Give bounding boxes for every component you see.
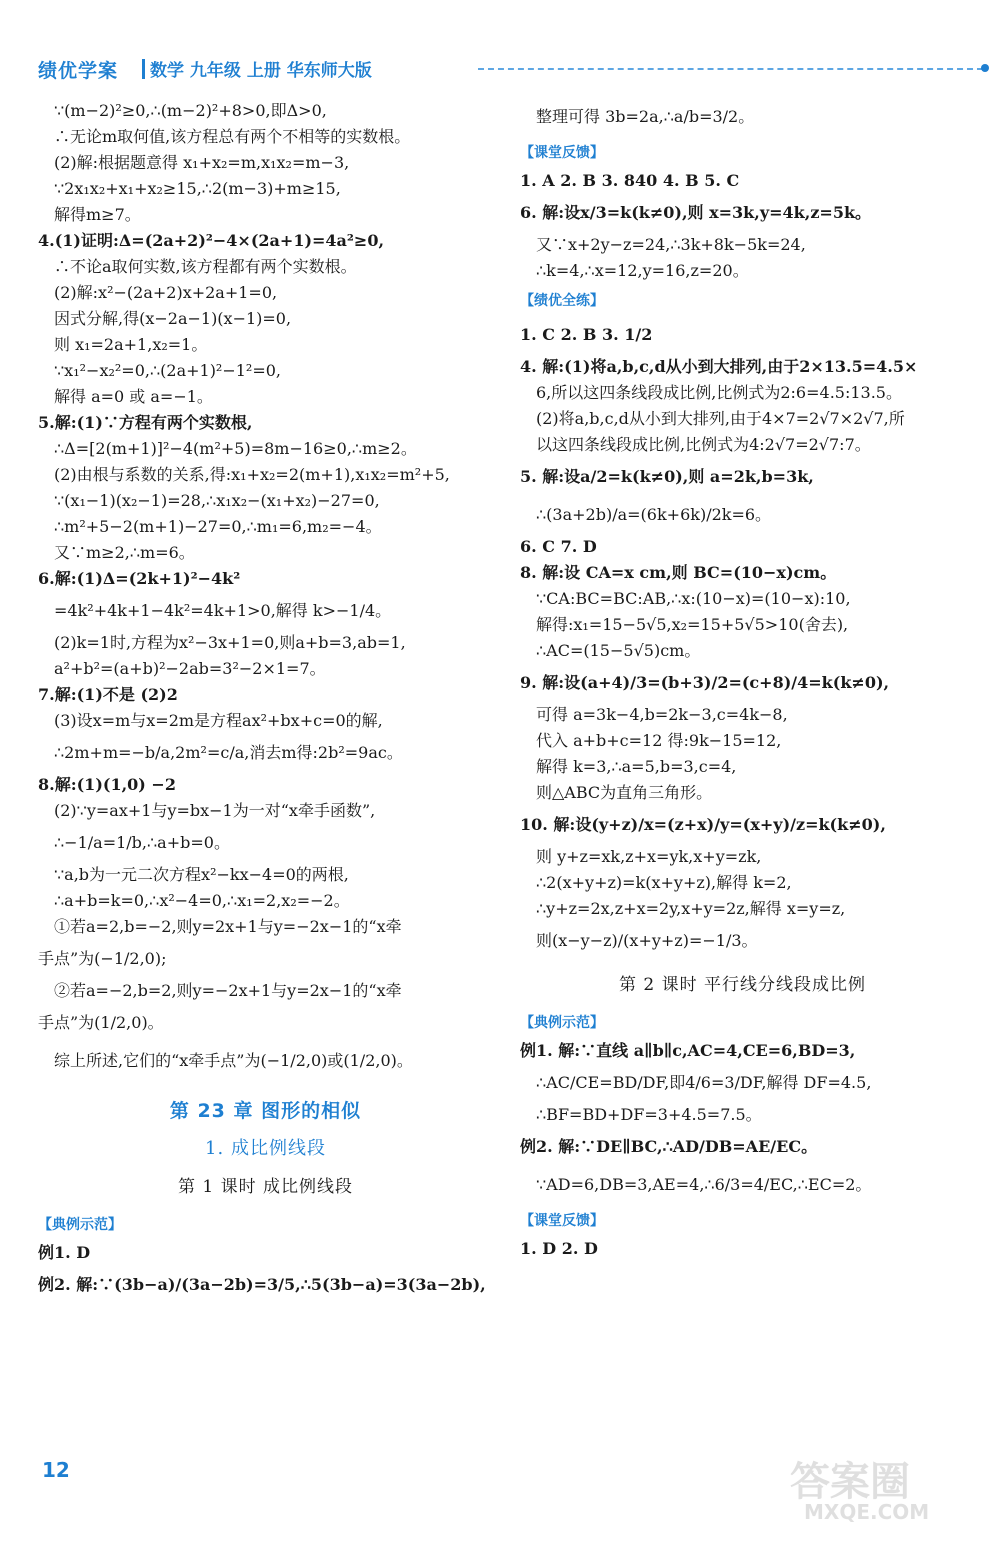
right-column: [520, 98, 965, 1262]
text-line: 则 x₁=2a+1,x₂=1。: [54, 335, 208, 354]
text-line: 解得 k=3,∴a=5,b=3,c=4,: [536, 757, 737, 776]
text-line: ∴a+b=k=0,∴x²−4=0,∴x₁=2,x₂=−2。: [54, 891, 350, 910]
text-line: =4k²+4k+1−4k²=4k+1>0,解得 k>−1/4。: [54, 601, 392, 620]
left-column: [38, 98, 493, 1304]
text-line: ∵(m−2)²≥0,∴(m−2)²+8>0,即Δ>0,: [54, 101, 327, 120]
lesson-title: 第 1 课时 成比例线段: [177, 1177, 354, 1197]
text-line: ∴Δ=[2(m+1)]²−4(m²+5)=8m−16≥0,∴m≥2。: [54, 439, 417, 458]
section-label-feedback: 【课堂反馈】: [520, 145, 604, 161]
text-line: ∵AD=6,DB=3,AE=4,∴6/3=4/EC,∴EC=2。: [536, 1175, 872, 1194]
text-line: 4. 解:(1)将a,b,c,d从小到大排列,由于2×13.5=4.5×: [520, 357, 918, 376]
book-subtitle: 数学 九年级 上册 华东师大版: [150, 61, 372, 81]
header-dot: [981, 64, 989, 72]
text-line: 1. C 2. B 3. 1/2: [520, 325, 653, 344]
text-line: 手点”为(1/2,0)。: [38, 1013, 164, 1032]
text-line: ∴AC=(15−5√5)cm。: [536, 641, 701, 660]
watermark-url: MXQE.COM: [804, 1500, 930, 1524]
text-line: ∴无论m取何值,该方程总有两个不相等的实数根。: [54, 127, 411, 146]
text-line: (2)∵y=ax+1与y=bx−1为一对“x牵手函数”,: [54, 801, 376, 820]
text-line: 解得 a=0 或 a=−1。: [54, 387, 213, 406]
text-line: 解得m≥7。: [54, 205, 141, 224]
watermark-logo: 答案圈: [790, 1459, 910, 1505]
text-line: (2)k=1时,方程为x²−3x+1=0,则a+b=3,ab=1,: [54, 633, 406, 652]
text-line: (2)解:根据题意得 x₁+x₂=m,x₁x₂=m−3,: [54, 153, 350, 172]
text-line: ∴BF=BD+DF=3+4.5=7.5。: [536, 1105, 762, 1124]
section-label-example: 【典例示范】: [38, 1217, 122, 1233]
page-header: [38, 56, 958, 86]
text-line: 则 y+z=xk,z+x=yk,x+y=zk,: [536, 847, 762, 866]
chapter-title: 第 23 章 图形的相似: [169, 1100, 362, 1122]
text-line: (2)将a,b,c,d从小到大排列,由于4×7=2√7×2√7,所: [536, 409, 905, 428]
book-brand: 绩优学案: [38, 60, 119, 82]
lesson-title: 第 2 课时 平行线分线段成比例: [618, 975, 867, 995]
text-line: ∵x₁²−x₂²=0,∴(2a+1)²−1²=0,: [54, 361, 282, 380]
text-line: 整理可得 3b=2a,∴a/b=3/2。: [536, 107, 755, 126]
text-line: 7.解:(1)不是 (2)2: [38, 685, 178, 704]
text-line: 4.(1)证明:Δ=(2a+2)²−4×(2a+1)=4a²≥0,: [38, 231, 385, 250]
text-line: a²+b²=(a+b)²−2ab=3²−2×1=7。: [54, 659, 326, 678]
text-line: 可得 a=3k−4,b=2k−3,c=4k−8,: [536, 705, 788, 724]
text-line: 综上所述,它们的“x牵手点”为(−1/2,0)或(1/2,0)。: [54, 1051, 413, 1070]
text-line: 解得:x₁=15−5√5,x₂=15+5√5>10(舍去),: [536, 615, 849, 634]
brand-divider: [142, 59, 145, 79]
text-line: ∴(3a+2b)/a=(6k+6k)/2k=6。: [536, 505, 772, 524]
section-label-feedback: 【课堂反馈】: [520, 1213, 604, 1229]
page-number: 12: [42, 1458, 70, 1482]
text-line: 1. A 2. B 3. 840 4. B 5. C: [520, 171, 740, 190]
text-line: 例2. 解:∵(3b−a)/(3a−2b)=3/5,∴5(3b−a)=3(3a−2b),: [38, 1275, 486, 1294]
text-line: 5.解:(1)∵方程有两个实数根,: [38, 413, 253, 432]
text-line: 代入 a+b+c=12 得:9k−15=12,: [536, 731, 782, 750]
watermark: [770, 1450, 970, 1530]
text-line: 8. 解:设 CA=x cm,则 BC=(10−x)cm。: [520, 563, 837, 582]
section-label-practice: 【绩优全练】: [520, 293, 604, 309]
text-line: 6. 解:设x/3=k(k≠0),则 x=3k,y=4k,z=5k。: [520, 203, 872, 222]
text-line: 例2. 解:∵DE∥BC,∴AD/DB=AE/EC。: [520, 1137, 818, 1156]
text-line: 10. 解:设(y+z)/x=(z+x)/y=(x+y)/z=k(k≠0),: [520, 815, 886, 834]
text-line: ∴2(x+y+z)=k(x+y+z),解得 k=2,: [536, 873, 792, 892]
text-line: 则△ABC为直角三角形。: [536, 783, 713, 802]
text-line: ②若a=−2,b=2,则y=−2x+1与y=2x−1的“x牵: [54, 981, 402, 1000]
section-label-example: 【典例示范】: [520, 1015, 604, 1031]
text-line: ∵a,b为一元二次方程x²−kx−4=0的两根,: [54, 865, 349, 884]
text-line: (3)设x=m与x=2m是方程ax²+bx+c=0的解,: [54, 711, 383, 730]
text-line: ∴y+z=2x,z+x=2y,x+y=2z,解得 x=y=z,: [536, 899, 846, 918]
text-line: ∴m²+5−2(m+1)−27=0,∴m₁=6,m₂=−4。: [54, 517, 382, 536]
text-line: ∵2x₁x₂+x₁+x₂≥15,∴2(m−3)+m≥15,: [54, 179, 341, 198]
header-dashed-rule: [478, 68, 983, 70]
text-line: 例1. D: [38, 1243, 91, 1262]
text-line: ∴AC/CE=BD/DF,即4/6=3/DF,解得 DF=4.5,: [536, 1073, 872, 1092]
text-line: 6,所以这四条线段成比例,比例式为2:6=4.5:13.5。: [536, 383, 902, 402]
text-line: 8.解:(1)(1,0) −2: [38, 775, 176, 794]
text-line: ①若a=2,b=−2,则y=2x+1与y=−2x−1的“x牵: [54, 917, 402, 936]
text-line: 又∵m≥2,∴m=6。: [54, 543, 195, 562]
text-line: 1. D 2. D: [520, 1239, 598, 1258]
text-line: ∴不论a取何实数,该方程都有两个实数根。: [54, 257, 357, 276]
text-line: 例1. 解:∵直线 a∥b∥c,AC=4,CE=6,BD=3,: [520, 1041, 856, 1060]
text-line: 以这四条线段成比例,比例式为4:2√7=2√7:7。: [536, 435, 871, 454]
text-line: ∵CA:BC=BC:AB,∴x:(10−x)=(10−x):10,: [536, 589, 851, 608]
text-line: 则(x−y−z)/(x+y+z)=−1/3。: [536, 931, 758, 950]
text-line: ∵(x₁−1)(x₂−1)=28,∴x₁x₂−(x₁+x₂)−27=0,: [54, 491, 380, 510]
text-line: ∴−1/a=1/b,∴a+b=0。: [54, 833, 230, 852]
text-line: ∴2m+m=−b/a,2m²=c/a,消去m得:2b²=9ac。: [54, 743, 403, 762]
section-title: 1. 成比例线段: [205, 1138, 326, 1159]
text-line: 6.解:(1)Δ=(2k+1)²−4k²: [38, 569, 241, 588]
text-line: (2)解:x²−(2a+2)x+2a+1=0,: [54, 283, 278, 302]
text-line: 又∵x+2y−z=24,∴3k+8k−5k=24,: [536, 235, 806, 254]
text-line: ∴k=4,∴x=12,y=16,z=20。: [536, 261, 749, 280]
text-line: 6. C 7. D: [520, 537, 597, 556]
text-line: 手点”为(−1/2,0);: [38, 949, 167, 968]
text-line: (2)由根与系数的关系,得:x₁+x₂=2(m+1),x₁x₂=m²+5,: [54, 465, 450, 484]
text-line: 5. 解:设a/2=k(k≠0),则 a=2k,b=3k,: [520, 467, 814, 486]
text-line: 因式分解,得(x−2a−1)(x−1)=0,: [54, 309, 292, 328]
text-line: 9. 解:设(a+4)/3=(b+3)/2=(c+8)/4=k(k≠0),: [520, 673, 890, 692]
